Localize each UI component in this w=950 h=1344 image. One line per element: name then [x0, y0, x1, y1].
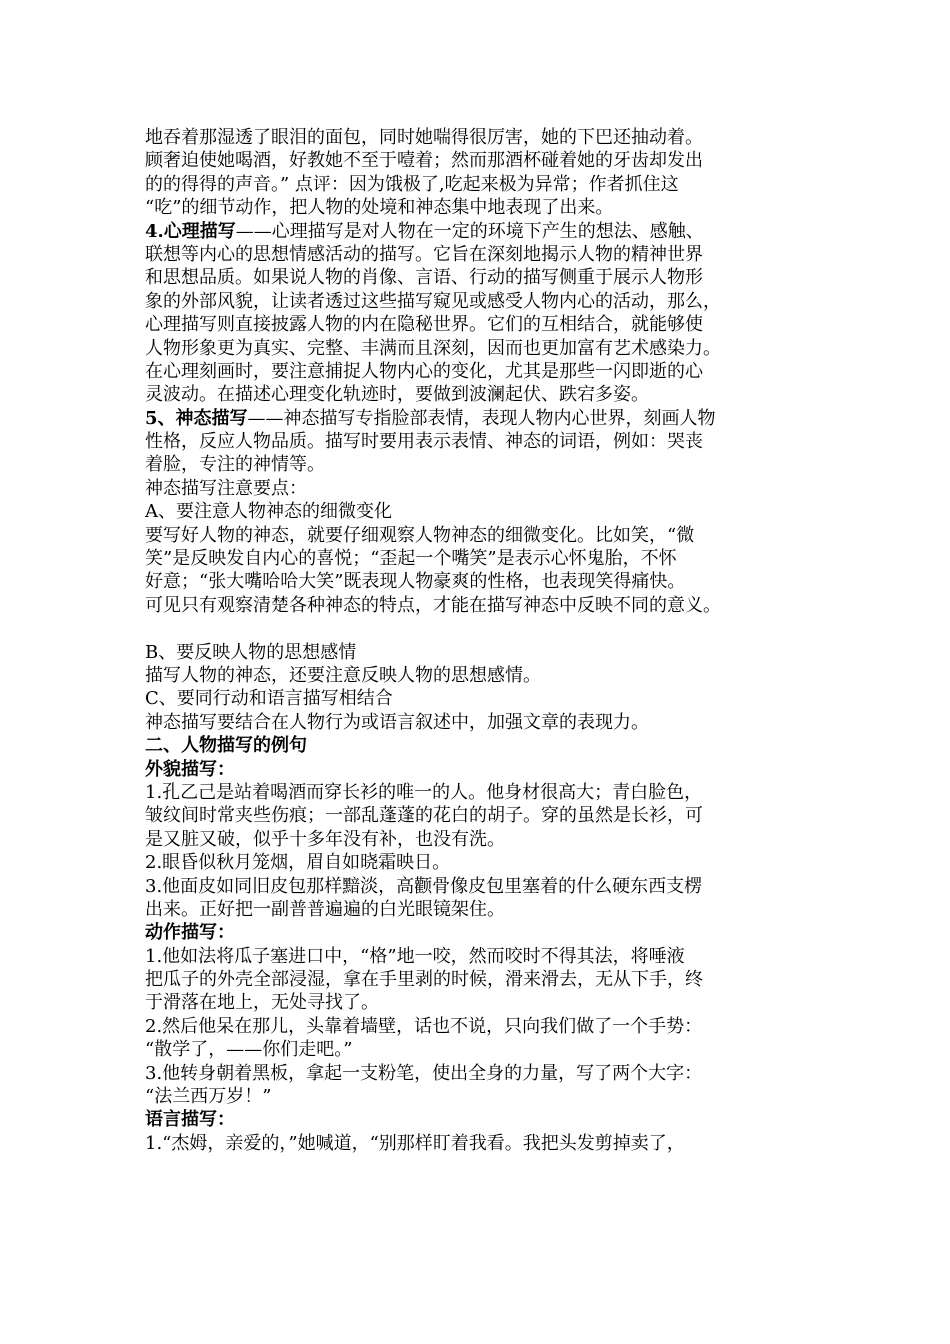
heading-psychology-title: 4.心理描写: [145, 220, 236, 242]
section-title: 二、人物描写的例句: [145, 735, 307, 757]
text-line: “吃”的细节动作，把人物的处境和神态集中地表现了出来。: [145, 197, 614, 219]
text-line: 心理描写则直接披露人物的内在隐秘世界。它们的互相结合，就能够使: [145, 314, 703, 336]
heading-expression: [145, 407, 825, 430]
heading-expression-text: ——神态描写专指脸部表情，表现人物内心世界，刻画人物: [247, 407, 716, 429]
text-line: 1.孔乙己是站着喝酒而穿长衫的唯一的人。他身材很高大；青白脸色，: [145, 781, 703, 803]
text-line: 的的得得的声音。” 点评：因为饿极了,吃起来极为异常；作者抓住这: [145, 173, 679, 195]
text-line: B、要反映人物的思想感情: [145, 641, 357, 663]
text-line: 于滑落在地上，无处寻找了。: [145, 992, 379, 1014]
document-page: [145, 126, 825, 1155]
heading-psychology: [145, 220, 825, 243]
text-line: 着脸，专注的神情等。: [145, 454, 325, 476]
text-line: 3.他面皮如同旧皮包那样黯淡，高颧骨像皮包里塞着的什么硬东西支楞: [145, 875, 703, 897]
text-line: 性格，反应人物品质。描写时要用表示表情、神态的词语，例如：哭丧: [145, 431, 703, 453]
text-line: 笑”是反映发自内心的喜悦；“歪起一个嘴笑”是表示心怀鬼胎，不怀: [145, 548, 677, 570]
text-line: 描写人物的神态，还要注意反映人物的思想感情。: [145, 664, 541, 686]
text-line: 灵波动。在描述心理变化轨迹时，要做到波澜起伏、跌宕多姿。: [145, 384, 649, 406]
text-line: 神态描写注意要点：: [145, 477, 307, 499]
text-line: 顾奢迫使她喝酒，好教她不至于噎着；然而那酒杯碰着她的牙齿却发出: [145, 150, 703, 172]
text-line: 3.他转身朝着黑板，拿起一支粉笔，使出全身的力量，写了两个大字：: [145, 1062, 703, 1084]
subheading-appearance: 外貌描写：: [145, 758, 235, 780]
text-line: 和思想品质。如果说人物的肖像、言语、行动的描写侧重于展示人物形: [145, 267, 703, 289]
text-line: 是又脏又破，似乎十多年没有补，也没有洗。: [145, 828, 505, 850]
text-line: 好意；“张大嘴哈哈大笑”既表现人物豪爽的性格，也表现笑得痛快。: [145, 571, 686, 593]
text-line: 1.他如法将瓜子塞进口中，“格”地一咬，然而咬时不得其法，将唾液: [145, 945, 685, 967]
blank-line: [145, 617, 825, 640]
text-line: 1.“杰姆，亲爱的，”她喊道，“别那样盯着我看。我把头发剪掉卖了，: [145, 1132, 685, 1154]
subheading-speech: 语言描写：: [145, 1109, 235, 1131]
text-line: 可见只有观察清楚各种神态的特点，才能在描写神态中反映不同的意义。: [145, 594, 721, 616]
text-line: 出来。正好把一副普普遍遍的白光眼镜架住。: [145, 898, 505, 920]
text-line: 要写好人物的神态，就要仔细观察人物神态的细微变化。比如笑，“微: [145, 524, 695, 546]
text-line: “散学了，——你们走吧。”: [145, 1039, 353, 1061]
subheading-action: 动作描写：: [145, 922, 235, 944]
text-line: 皱纹间时常夹些伤痕；一部乱蓬蓬的花白的胡子。穿的虽然是长衫，可: [145, 805, 703, 827]
text-line: 人物形象更为真实、完整、丰满而且深刻，因而也更加富有艺术感染力。: [145, 337, 721, 359]
text-line: “法兰西万岁！”: [145, 1086, 272, 1108]
text-line: 在心理刻画时，要注意捕捉人物内心的变化，尤其是那些一闪即逝的心: [145, 360, 703, 382]
text-line: 神态描写要结合在人物行为或语言叙述中，加强文章的表现力。: [145, 711, 649, 733]
text-line: 象的外部风貌，让读者透过这些描写窥见或感受人物内心的活动，那么，: [145, 290, 721, 312]
heading-expression-title: 5、神态描写: [145, 407, 248, 429]
text-line: 2.然后他呆在那儿，头靠着墙壁，话也不说，只向我们做了一个手势：: [145, 1015, 703, 1037]
text-line: C、要同行动和语言描写相结合: [145, 688, 393, 710]
text-line: 地吞着那湿透了眼泪的面包，同时她喘得很厉害，她的下巴还抽动着。: [145, 127, 703, 148]
text-line: 2.眼昏似秋月笼烟，眉自如晓霜映日。: [145, 852, 451, 874]
text-line: A、要注意人物神态的细微变化: [145, 501, 392, 523]
text-line: 联想等内心的思想情感活动的描写。它旨在深刻地揭示人物的精神世界: [145, 243, 703, 265]
heading-psychology-text: ——心理描写是对人物在一定的环境下产生的想法、感触、: [235, 220, 704, 242]
text-line: 把瓜子的外壳全部浸湿，拿在手里剥的时候，滑来滑去，无从下手，终: [145, 969, 703, 991]
